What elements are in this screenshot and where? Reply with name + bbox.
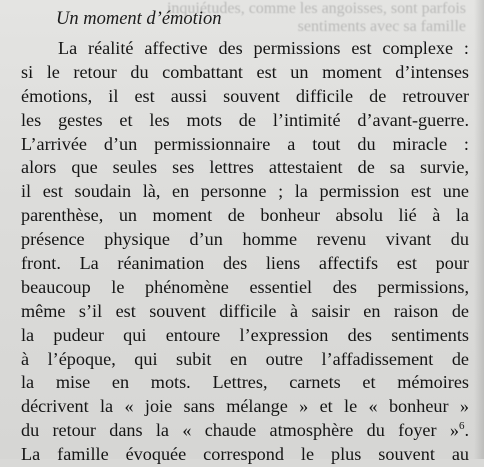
text-line-7: il est soudain là, en personne ; la permission est une: [21, 181, 469, 202]
text-line-17-end: .: [464, 420, 469, 441]
text-line-9: présence physique d’un homme revenu vivant du: [21, 229, 469, 250]
text-line-12: même s’il est souvent difficile à saisir en raison de: [21, 300, 469, 321]
text-line-18: La famille évoquée correspond le plus souvent au: [21, 444, 469, 465]
page-edge-shadow: [474, 0, 484, 459]
text-line-6: alors que seules ses lettres attestaient de sa survie,: [21, 157, 469, 178]
text-line-3: émotions, il est aussi souvent difficile de retrouver: [21, 85, 469, 106]
text-line-17: [21, 419, 469, 443]
text-line-15: la mise en mots. Lettres, carnets et mémoires: [21, 372, 469, 393]
text-line-13: la pudeur qui entoure l’expression des sentiments: [21, 324, 469, 345]
bleed-line-2: sentiments avec sa famille: [297, 18, 466, 35]
text-line-17-words: du retour dans la « chaude atmosphère du foyer »: [21, 420, 459, 441]
text-line-10: front. La réanimation des liens affectifs est pour: [21, 253, 469, 274]
bleed-line-1: inquiétudes, comme les angoisses, sont parfois: [166, 0, 466, 17]
section-heading: Un moment d’émotion: [56, 9, 222, 29]
text-line-2: si le retour du combattant est un moment d’intenses: [21, 61, 469, 82]
text-line-4: les gestes et les mots de l’intimité d’avant-guerre.: [21, 109, 469, 130]
paragraph: [21, 37, 469, 467]
footnote-reference[interactable]: 6: [458, 420, 465, 433]
text-line-16: décrivent la « joie sans mélange » et le « bonheur »: [21, 396, 469, 417]
text-line-11: beaucoup le phénomène essentiel des permissions,: [21, 276, 469, 297]
text-line-8: parenthèse, un moment de bonheur absolu lié à la: [21, 205, 469, 226]
text-line-1: La réalité affective des permissions est complexe :: [58, 38, 469, 58]
text-line-5: L’arrivée d’un permissionnaire a tout du miracle :: [21, 133, 469, 154]
text-line-14: à l’époque, qui subit en outre l’affadissement de: [21, 348, 469, 369]
